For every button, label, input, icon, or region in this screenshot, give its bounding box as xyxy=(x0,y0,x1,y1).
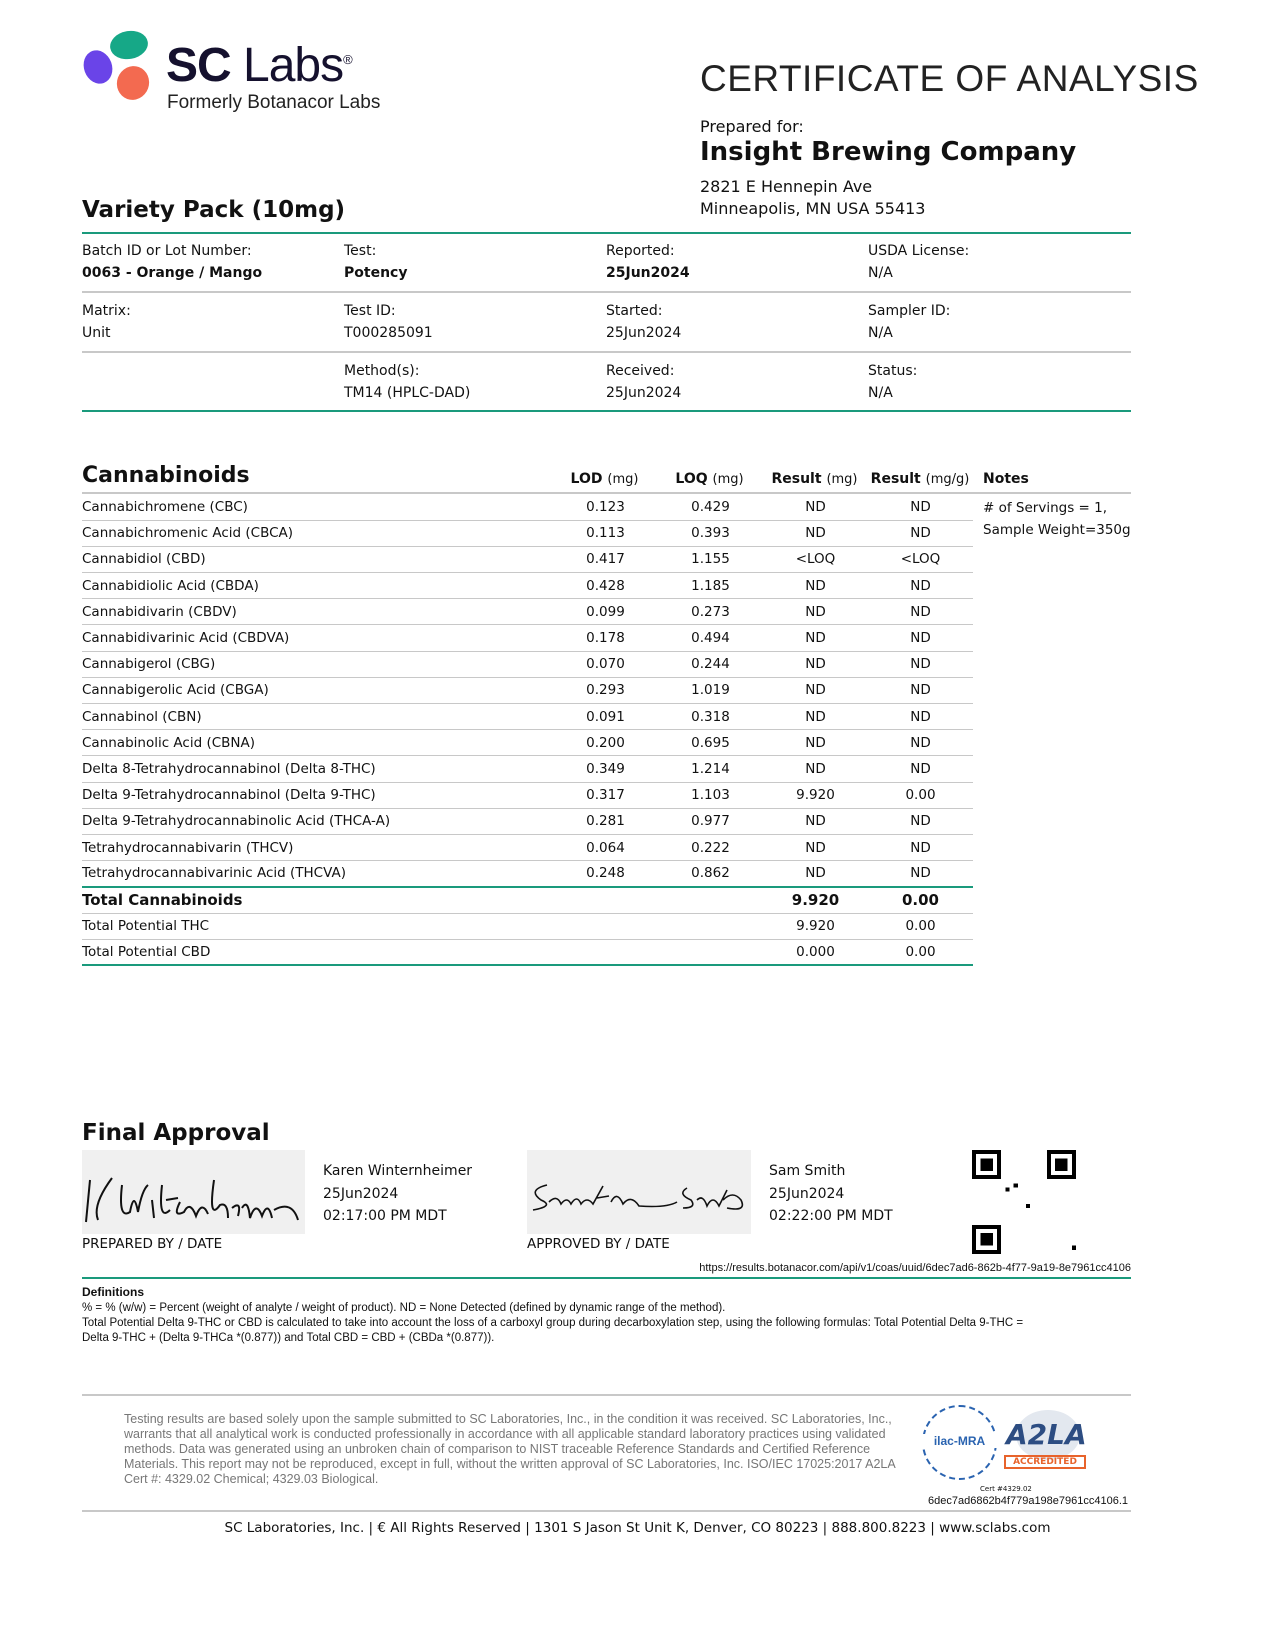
table-row xyxy=(82,730,973,756)
address-line-1: 2821 E Hennepin Ave xyxy=(700,177,873,196)
meta-label: Status: xyxy=(868,363,918,379)
analyte-name: Cannabidiolic Acid (CBDA) xyxy=(82,573,553,599)
logo-blob-coral xyxy=(112,62,154,105)
result-mg-cell: ND xyxy=(763,651,868,677)
total-mgg: 0.00 xyxy=(868,887,973,913)
meta-value: 25Jun2024 xyxy=(606,325,682,341)
analyte-name: Delta 8-Tetrahydrocannabinol (Delta 8-THC) xyxy=(82,756,553,782)
client-company: Insight Brewing Company xyxy=(700,137,1077,167)
table-row xyxy=(82,782,973,808)
loq-cell: 0.393 xyxy=(658,520,763,546)
logo-registered: ® xyxy=(343,52,352,67)
meta-value: 25Jun2024 xyxy=(606,265,690,281)
preparer-name: Karen Winternheimer xyxy=(323,1163,473,1179)
qr-code[interactable] xyxy=(972,1150,1076,1254)
table-row xyxy=(82,573,973,599)
a2la-text: A2LA xyxy=(1006,1418,1087,1451)
document-title: CERTIFICATE OF ANALYSIS xyxy=(700,58,1199,99)
result-mg-cell: ND xyxy=(763,520,868,546)
approved-by-label: APPROVED BY / DATE xyxy=(527,1236,670,1252)
lod-cell: 0.248 xyxy=(553,861,658,887)
meta-label: Sampler ID: xyxy=(868,303,951,319)
loq-cell: 1.155 xyxy=(658,546,763,572)
meta-label: Batch ID or Lot Number: xyxy=(82,243,252,259)
lod-cell: 0.281 xyxy=(553,808,658,834)
lod-cell: 0.123 xyxy=(553,494,658,520)
meta-value: N/A xyxy=(868,385,893,401)
total-mgg: 0.00 xyxy=(868,913,973,939)
meta-value: 0063 - Orange / Mango xyxy=(82,265,263,281)
analyte-name: Cannabinol (CBN) xyxy=(82,704,553,730)
a2la-badge xyxy=(1004,1410,1086,1470)
total-mgg: 0.00 xyxy=(868,939,973,965)
report-hash: 6dec7ad6862b4f779a198e7961cc4106.1 xyxy=(928,1495,1129,1507)
loq-cell: 1.214 xyxy=(658,756,763,782)
result-mg-cell: ND xyxy=(763,704,868,730)
result-mg-cell: ND xyxy=(763,808,868,834)
analyte-name: Cannabidivarinic Acid (CBDVA) xyxy=(82,625,553,651)
meta-field xyxy=(344,300,433,344)
result-mgg-cell: ND xyxy=(868,573,973,599)
result-mg-cell: ND xyxy=(763,677,868,703)
lod-cell: 0.178 xyxy=(553,625,658,651)
result-mg-cell: ND xyxy=(763,756,868,782)
cert-number: Cert #4329.02 xyxy=(980,1485,1032,1493)
table-row xyxy=(82,861,973,887)
lod-cell: 0.099 xyxy=(553,599,658,625)
meta-label: Started: xyxy=(606,303,663,319)
total-name: Total Potential THC xyxy=(82,913,553,939)
approver-date: 25Jun2024 xyxy=(769,1185,845,1202)
cannabinoids-table xyxy=(82,494,973,966)
meta-label: Test: xyxy=(344,243,377,259)
result-mgg-cell: ND xyxy=(868,861,973,887)
preparer-signature xyxy=(82,1150,305,1234)
table-row xyxy=(82,677,973,703)
result-mgg-cell: ND xyxy=(868,494,973,520)
logo-blob-teal xyxy=(108,28,150,62)
table-row xyxy=(82,756,973,782)
notes-text: # of Servings = 1, Sample Weight=350g xyxy=(983,500,1131,538)
meta-value: N/A xyxy=(868,325,893,341)
total-row xyxy=(82,939,973,965)
definitions-line-2: Total Potential Delta 9-THC or CBD is calculated to take into account the loss of a carboxyl group during decarboxylation step, using the following formulas: Total Potential Delta 9-THC = Delta 9-THC + (Delta 9-THCa *(0.877)) and Total CBD = CBD + (CBDa *(0.877)). xyxy=(82,1317,1024,1344)
loq-cell: 0.273 xyxy=(658,599,763,625)
client-address xyxy=(700,176,925,220)
header-notes: Notes xyxy=(983,471,1029,487)
meta-field xyxy=(868,300,950,344)
loq-cell: 0.977 xyxy=(658,808,763,834)
total-row xyxy=(82,913,973,939)
logo-sc: SC xyxy=(166,39,231,92)
result-mgg-cell: <LOQ xyxy=(868,546,973,572)
loq-cell: 0.429 xyxy=(658,494,763,520)
result-mgg-cell: ND xyxy=(868,625,973,651)
meta-label: Received: xyxy=(606,363,675,379)
ilac-mra-badge xyxy=(922,1405,997,1480)
meta-field xyxy=(82,240,262,284)
lod-cell: 0.417 xyxy=(553,546,658,572)
loq-cell: 0.862 xyxy=(658,861,763,887)
meta-label: Method(s): xyxy=(344,363,420,379)
analyte-name: Delta 9-Tetrahydrocannabinolic Acid (THCA-A) xyxy=(82,808,553,834)
result-mg-cell: <LOQ xyxy=(763,546,868,572)
lod-cell: 0.349 xyxy=(553,756,658,782)
analyte-name: Cannabigerolic Acid (CBGA) xyxy=(82,677,553,703)
table-row xyxy=(82,494,973,520)
approver-info xyxy=(769,1160,893,1228)
lod-cell: 0.317 xyxy=(553,782,658,808)
lod-cell: 0.091 xyxy=(553,704,658,730)
meta-value: N/A xyxy=(868,265,893,281)
analyte-name: Delta 9-Tetrahydrocannabinol (Delta 9-THC) xyxy=(82,782,553,808)
result-mgg-cell: ND xyxy=(868,599,973,625)
result-mgg-cell: ND xyxy=(868,834,973,860)
divider xyxy=(82,1277,1131,1279)
result-mg-cell: ND xyxy=(763,861,868,887)
result-mgg-cell: ND xyxy=(868,677,973,703)
prepared-by-label: PREPARED BY / DATE xyxy=(82,1236,223,1252)
lod-cell: 0.428 xyxy=(553,573,658,599)
ilac-text: ilac-MRA xyxy=(922,1434,997,1448)
divider xyxy=(82,1510,1131,1512)
total-row xyxy=(82,887,973,913)
divider xyxy=(82,410,1131,412)
table-row xyxy=(82,834,973,860)
preparer-info xyxy=(323,1160,472,1228)
header-loq: LOQ (mg) xyxy=(675,471,744,487)
result-mg-cell: ND xyxy=(763,730,868,756)
meta-value: T000285091 xyxy=(344,325,433,341)
preparer-date: 25Jun2024 xyxy=(323,1185,399,1202)
accredited-text: ACCREDITED xyxy=(1004,1455,1086,1469)
meta-label: USDA License: xyxy=(868,243,970,259)
lod-cell: 0.113 xyxy=(553,520,658,546)
loq-cell: 1.185 xyxy=(658,573,763,599)
approver-name: Sam Smith xyxy=(769,1163,846,1179)
lod-cell: 0.200 xyxy=(553,730,658,756)
meta-field xyxy=(606,360,681,404)
definitions xyxy=(82,1285,1042,1346)
result-mg-cell: ND xyxy=(763,599,868,625)
meta-field xyxy=(606,300,681,344)
approver-time: 02:22:00 PM MDT xyxy=(769,1208,893,1224)
meta-label: Matrix: xyxy=(82,303,131,319)
table-row xyxy=(82,808,973,834)
total-mg: 9.920 xyxy=(763,887,868,913)
analyte-name: Cannabidivarin (CBDV) xyxy=(82,599,553,625)
meta-value: 25Jun2024 xyxy=(606,385,682,401)
result-mgg-cell: ND xyxy=(868,704,973,730)
meta-field xyxy=(82,300,131,344)
preparer-time: 02:17:00 PM MDT xyxy=(323,1208,447,1224)
loq-cell: 0.494 xyxy=(658,625,763,651)
meta-value: Unit xyxy=(82,325,111,341)
result-mgg-cell: ND xyxy=(868,730,973,756)
loq-cell: 0.695 xyxy=(658,730,763,756)
meta-field xyxy=(344,240,407,284)
product-name: Variety Pack (10mg) xyxy=(82,197,346,223)
total-mg: 0.000 xyxy=(763,939,868,965)
result-mg-cell: ND xyxy=(763,834,868,860)
final-approval-title: Final Approval xyxy=(82,1120,270,1146)
total-name: Total Potential CBD xyxy=(82,939,553,965)
table-row xyxy=(82,651,973,677)
loq-cell: 0.318 xyxy=(658,704,763,730)
result-mg-cell: 9.920 xyxy=(763,782,868,808)
analyte-name: Cannabichromenic Acid (CBCA) xyxy=(82,520,553,546)
analyte-name: Cannabigerol (CBG) xyxy=(82,651,553,677)
result-mg-cell: ND xyxy=(763,625,868,651)
footer: SC Laboratories, Inc. | € All Rights Reserved | 1301 S Jason St Unit K, Denver, CO 80223 | 888.800.8223 | www.sclabs.com xyxy=(224,1520,1051,1536)
definitions-title: Definitions xyxy=(82,1285,144,1299)
result-mgg-cell: ND xyxy=(868,808,973,834)
table-row xyxy=(82,625,973,651)
meta-value: TM14 (HPLC-DAD) xyxy=(344,385,471,401)
cannabinoids-title: Cannabinoids xyxy=(82,463,250,488)
results-url[interactable]: https://results.botanacor.com/api/v1/coas/uuid/6dec7ad6-862b-4f77-9a19-8e7961cc4106 xyxy=(699,1262,1131,1274)
lod-cell: 0.064 xyxy=(553,834,658,860)
analyte-name: Cannabichromene (CBC) xyxy=(82,494,553,520)
table-row xyxy=(82,599,973,625)
result-mgg-cell: ND xyxy=(868,520,973,546)
result-mgg-cell: 0.00 xyxy=(868,782,973,808)
definitions-line-1: % = % (w/w) = Percent (weight of analyte / weight of product). ND = None Detected (defined by dynamic range of the method). xyxy=(82,1302,726,1314)
disclaimer: Testing results are based solely upon the sample submitted to SC Laboratories, Inc., in the condition it was received. SC Laboratories, Inc., warrants that all analytical work is conducted professionally in accordance with all applicable standard laboratory practices using validated methods. Data was generated using an unbroken chain of comparison to NIST traceable Reference Standards and Certified Reference Materials. This report may not be reproduced, except in full, without the written approval of SC Laboratories, Inc. ISO/IEC 17025:2017 A2LA Cert #: 4329.02 Chemical; 4329.03 Biological. xyxy=(124,1412,896,1486)
meta-field xyxy=(868,240,969,284)
meta-value: Potency xyxy=(344,265,408,281)
address-line-2: Minneapolis, MN USA 55413 xyxy=(700,199,926,218)
analyte-name: Tetrahydrocannabivarinic Acid (THCVA) xyxy=(82,861,553,887)
divider xyxy=(82,291,1131,293)
meta-field xyxy=(868,360,917,404)
logo-labs: Labs xyxy=(243,39,344,92)
analyte-name: Tetrahydrocannabivarin (THCV) xyxy=(82,834,553,860)
total-name: Total Cannabinoids xyxy=(82,887,553,913)
divider xyxy=(82,351,1131,353)
meta-label: Reported: xyxy=(606,243,675,259)
header-result-mgg: Result (mg/g) xyxy=(870,471,970,487)
meta-label: Test ID: xyxy=(344,303,396,319)
loq-cell: 1.019 xyxy=(658,677,763,703)
loq-cell: 0.222 xyxy=(658,834,763,860)
result-mg-cell: ND xyxy=(763,573,868,599)
approver-signature xyxy=(527,1150,751,1234)
meta-field xyxy=(606,240,690,284)
result-mgg-cell: ND xyxy=(868,756,973,782)
prepared-for-label: Prepared for: xyxy=(700,117,804,136)
loq-cell: 1.103 xyxy=(658,782,763,808)
analyte-name: Cannabidiol (CBD) xyxy=(82,546,553,572)
header-result-mg: Result (mg) xyxy=(771,471,858,487)
divider xyxy=(82,1394,1131,1396)
table-row xyxy=(82,546,973,572)
logo-wordmark xyxy=(166,38,352,93)
result-mg-cell: ND xyxy=(763,494,868,520)
lod-cell: 0.070 xyxy=(553,651,658,677)
table-row xyxy=(82,520,973,546)
meta-field xyxy=(344,360,470,404)
table-row xyxy=(82,704,973,730)
analyte-name: Cannabinolic Acid (CBNA) xyxy=(82,730,553,756)
loq-cell: 0.244 xyxy=(658,651,763,677)
total-mg: 9.920 xyxy=(763,913,868,939)
divider xyxy=(82,232,1131,234)
header-lod: LOD (mg) xyxy=(570,471,639,487)
result-mgg-cell: ND xyxy=(868,651,973,677)
logo-subtitle: Formerly Botanacor Labs xyxy=(167,92,381,113)
lod-cell: 0.293 xyxy=(553,677,658,703)
